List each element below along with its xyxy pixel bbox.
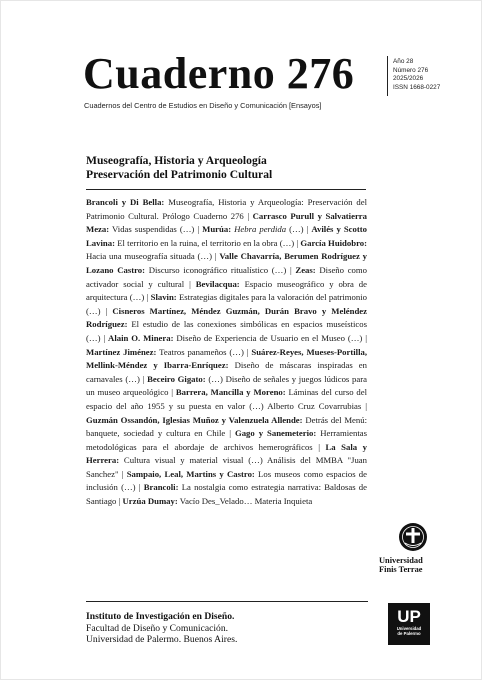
entry-title: Hacia una museografía situada (…) | [86,251,220,262]
university-name-line1: Universidad [379,556,423,565]
entry-title: Vidas suspendidas (…) | [109,224,203,235]
publisher-university: Universidad de Palermo. Buenos Aires. [86,634,238,645]
entry-author: Carrasco Purull y Salvatierra Meza: [86,210,368,235]
entry-author: Cisneros Martínez, Méndez Guzmán, Durán Bravo y Meléndez Rodríguez: [86,305,367,330]
entry-author: Martínez Jiménez: [86,346,157,357]
contents-entry [108,333,367,343]
entry-author: Bevilacqua: [195,278,240,289]
entry-author: Guzmán Ossandón, Iglesias Muñoz y Valenzuela Allende: [86,414,303,425]
issue-meta [393,58,440,92]
up-logo [388,603,430,645]
entry-author: Valle Chavarría, Berumen Rodríguez y Lozano Castro: [86,251,367,275]
entry-title: Diseño como activador social y cultural | [86,264,367,289]
entry-title: Estrategias digitales para la valoración del patrimonio (…) | [86,292,367,316]
entry-author: Urzúa Dumay: [122,496,178,507]
entry-author: Gago y Sanemeterio: [234,428,317,439]
entry-author: Brancoli y Di Bella: [86,197,165,207]
entry-author: Avilés y Scotto Lavina: [86,224,367,248]
contents-entry [123,496,313,506]
footer-divider [86,601,368,602]
journal-title: Cuaderno 276 [83,49,355,98]
entry-author: Brancoli: [143,482,179,493]
entry-title: El estudio de las conexiones simbólicas en espacios museísticos (…) | [86,319,367,343]
entry-author: Murúa: [202,224,232,235]
entry-author: Suárez-Reyes, Mueses-Portilla, Mellink-Méndez y Ibarra-Enríquez: [86,346,367,371]
entry-title: Vacío Des_Velado… Materia Inquieta [177,496,313,507]
section-title [86,154,272,182]
issue-year: Año 28 [393,58,414,65]
entry-title: La nostalgia como estrategia narrativa: Baldosas de Santiago | [86,482,367,507]
issue-issn: ISSN 1668-0227 [393,83,441,91]
entry-title: Los museos como espacios de inclusión (…) | [86,468,368,493]
title-divider [86,189,366,190]
entry-title: Teatros panameños (…) | [156,346,252,357]
issue-period: 2025/2026 [393,75,424,83]
entry-author: García Huidobro: [300,237,368,248]
entry-title: Espacio museográfico y obra de arquitectura (…) | [86,278,368,303]
entry-author: Barrera, Mancilla y Moreno: [175,387,286,398]
institute-name: Instituto de Investigación en Diseño. [86,611,235,622]
entry-title: Cultura visual y material visual (…) Análisis del MMBA "Juan Sanchez" | [86,455,367,479]
entry-title: Herramientas metodológicas para el abordaje de archivos hemerográficos | [86,428,368,452]
publisher-block [86,611,237,646]
university-name-line2: Finis Terrae [379,565,423,574]
entry-title: Láminas del curso del espacio del año 1955 y su puesta en valor (…) Alberto Cruz Covarrubias | [86,387,368,411]
entry-author: Beceiro Gigato: [147,373,206,384]
entry-author: La Sala y Herrera: [86,441,367,466]
entry-title: (…) | [286,224,312,235]
contents-entry [202,224,311,234]
entry-title-italic: Hebra perdida [231,224,287,235]
up-logo-line2: de Palermo [397,631,421,636]
table-of-contents [86,196,367,509]
entry-title: (…) Diseño de señales y juegos lúdicos para un museo arqueológico | [86,373,367,398]
up-logo-line1: Universidad [396,626,422,631]
entry-author: Slavin: [150,292,177,303]
university-name [379,556,423,574]
issue-number: Número 276 [393,66,429,74]
up-logo-letters: UP [397,607,421,626]
entry-title: El territorio en la ruina, el territorio en la obra (…) | [114,237,301,248]
entry-author: Alain O. Minera: [108,332,174,343]
section-title-line1: Museografía, Historia y Arqueología [86,154,267,167]
entry-title: Diseño de máscaras inspiradas en carnavales (…) | [86,360,368,384]
entry-title: Museografía, Historia y Arqueología: Preservación del Patrimonio Cultural. Prólogo Cuaderno 276 | [86,197,367,221]
entry-title: Detrás del Menú: banquete, sociedad y cultura en Chile | [86,414,368,439]
faculty-name: Facultad de Diseño y Comunicación. [86,622,229,634]
journal-subtitle: Cuadernos del Centro de Estudios en Diseño y Comunicación [Ensayos] [84,101,322,110]
contents-entry [86,347,251,357]
entry-title: Diseño de Experiencia de Usuario en el Museo (…) | [173,332,367,343]
section-title-line2: Preservación del Patrimonio Cultural [86,168,273,181]
entry-author: Zeas: [295,264,316,275]
entry-title: Discurso iconográfico ritualístico (…) | [145,264,296,275]
entry-author: Sampaio, Leal, Martins y Castro: [126,468,255,479]
meta-divider [387,56,388,96]
